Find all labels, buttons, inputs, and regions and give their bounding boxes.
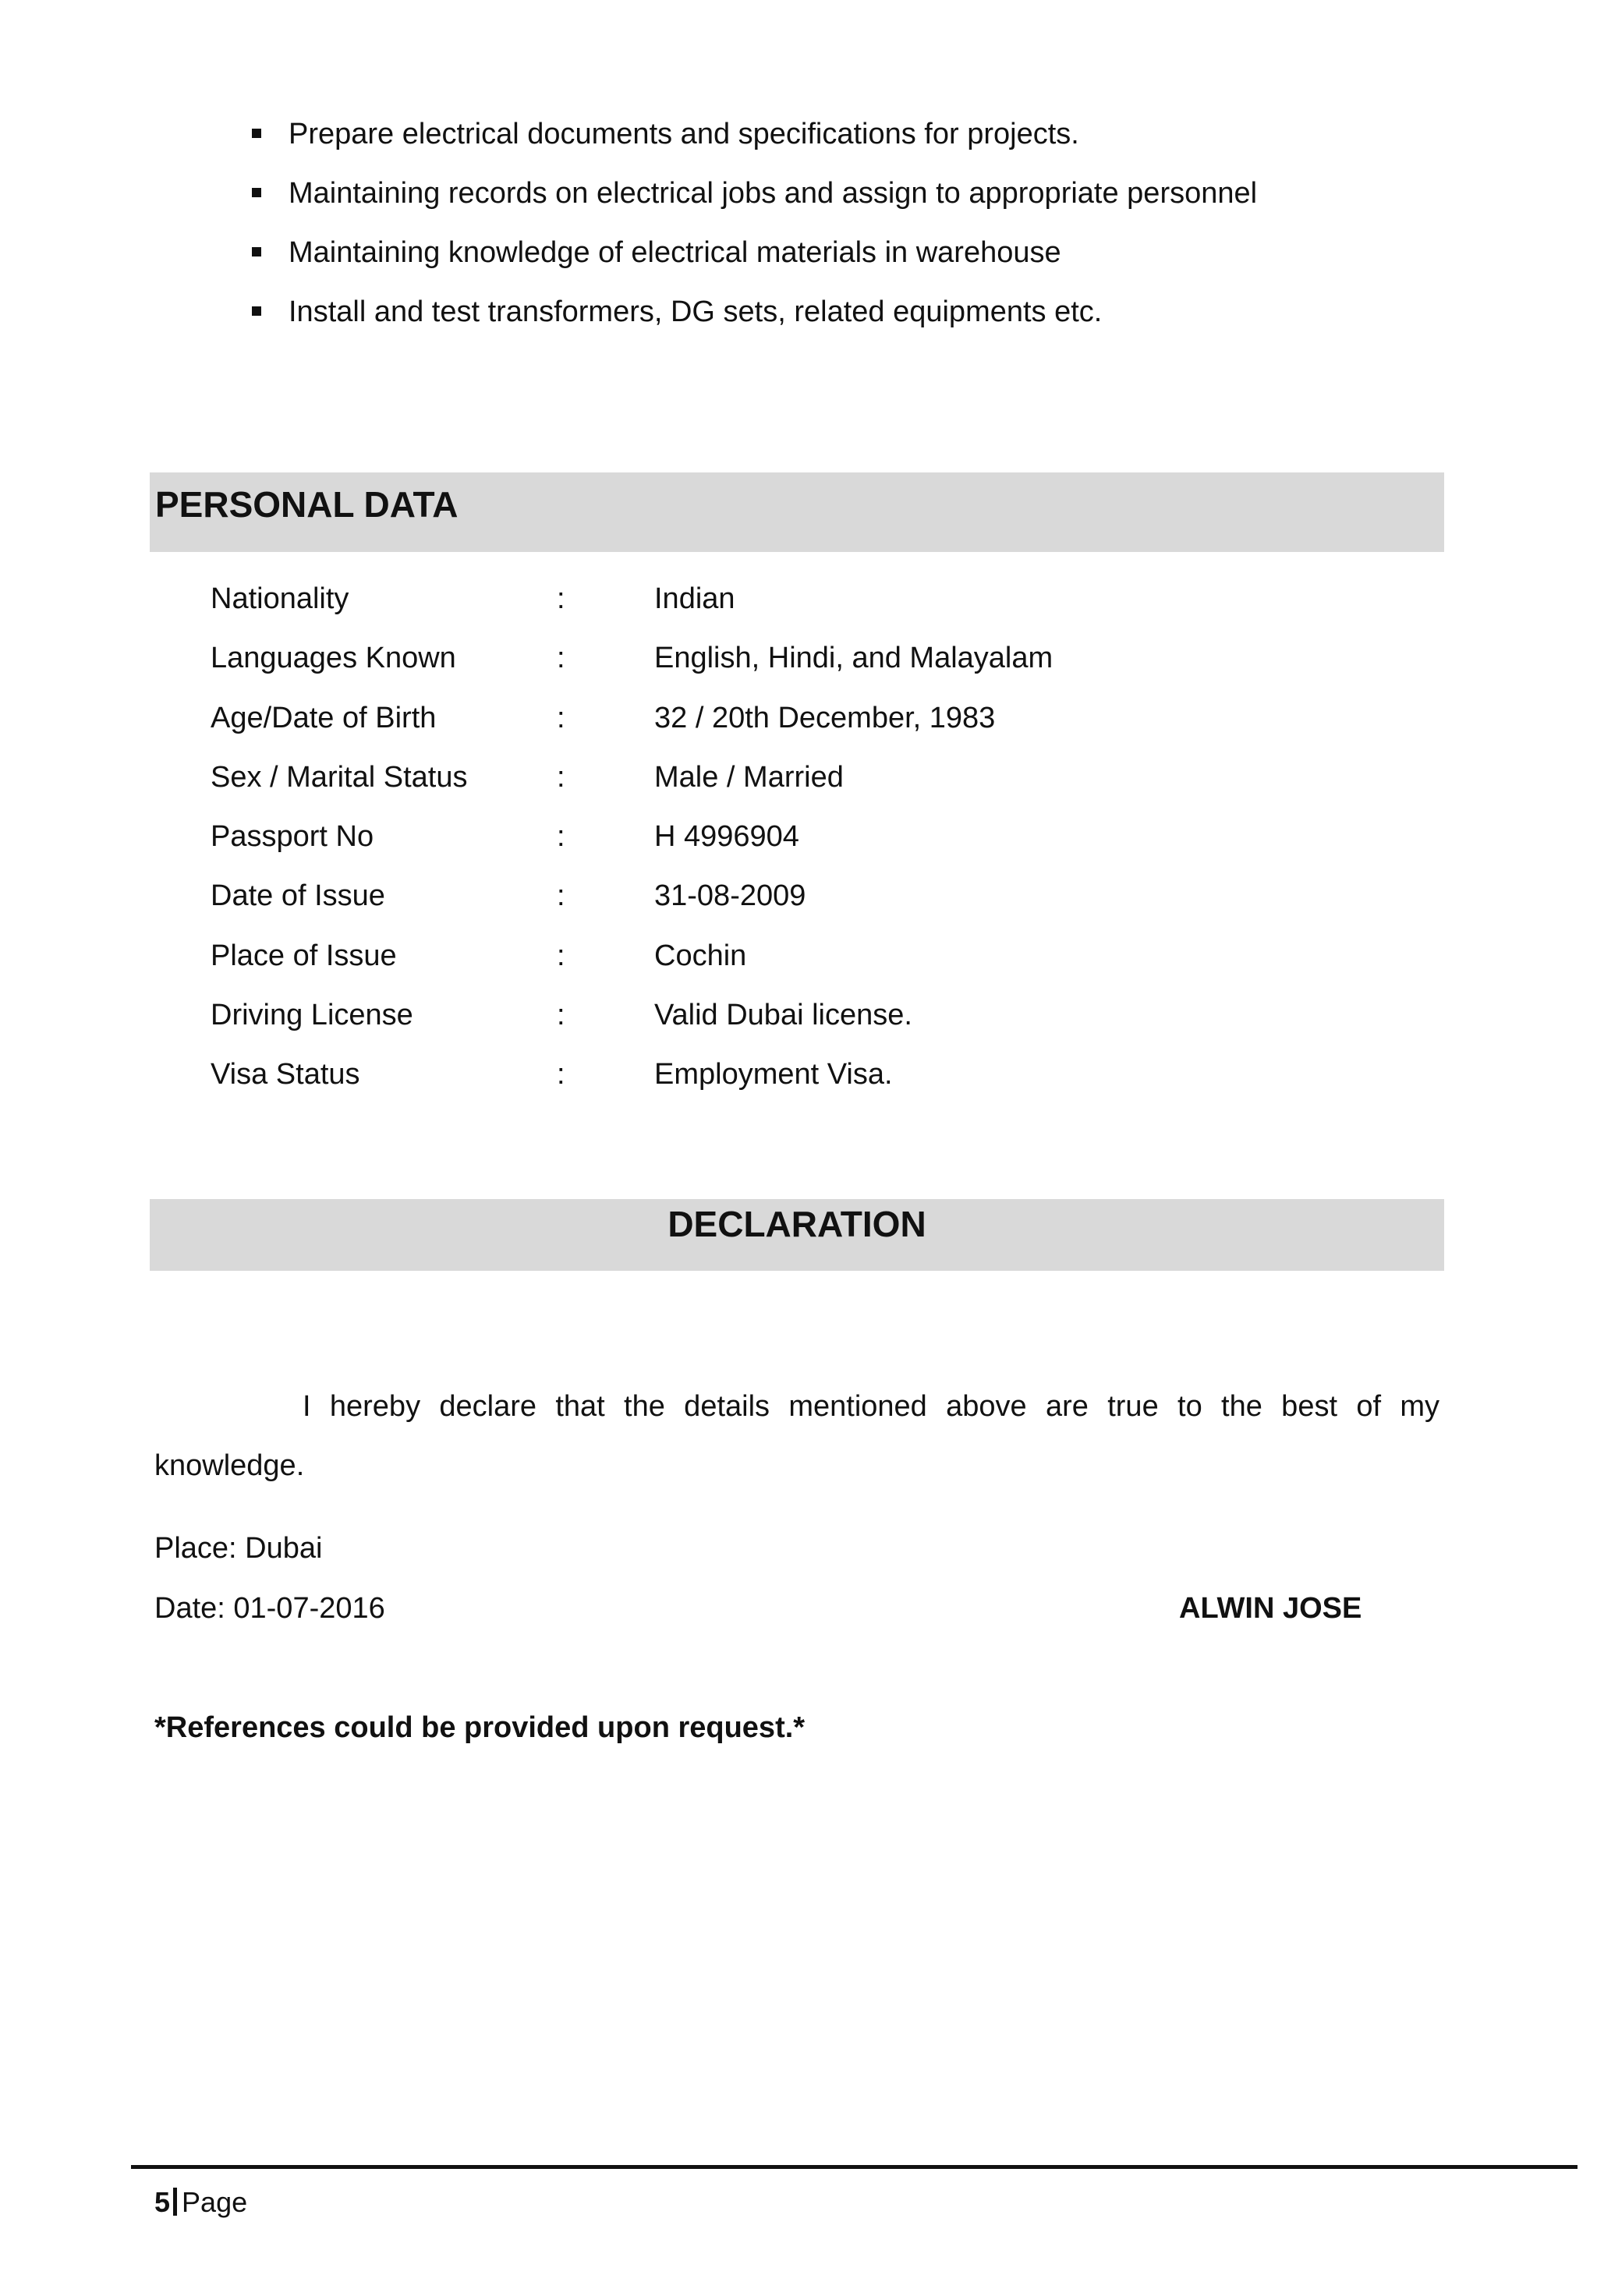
field-separator: : <box>557 939 565 972</box>
field-value: 31-08-2009 <box>654 879 806 913</box>
page-number: 5 <box>154 2186 171 2218</box>
date-line: Date: 01-07-2016 <box>154 1592 385 1625</box>
list-item <box>248 291 1418 350</box>
field-value: 32 / 20th December, 1983 <box>654 701 996 734</box>
field-value: English, Hindi, and Malayalam <box>654 642 1053 675</box>
field-separator: : <box>557 879 565 913</box>
list-item-text: Prepare electrical documents and specifications for projects. <box>289 118 1079 150</box>
field-separator: : <box>557 701 565 734</box>
field-value: Indian <box>654 582 735 615</box>
place-line: Place: Dubai <box>154 1532 323 1565</box>
responsibilities-list <box>248 113 1418 350</box>
personal-data-table <box>211 575 1380 1111</box>
bullet-square-icon <box>252 247 261 256</box>
footer-divider <box>131 2165 1578 2169</box>
section-title: DECLARATION <box>667 1204 926 1244</box>
field-label: Sex / Marital Status <box>211 760 468 794</box>
field-value: Cochin <box>654 939 747 972</box>
field-label: Visa Status <box>211 1058 360 1091</box>
field-separator: : <box>557 1058 565 1091</box>
field-label: Place of Issue <box>211 939 397 972</box>
personal-data-header <box>150 472 1444 552</box>
bullet-square-icon <box>252 129 261 138</box>
table-row <box>211 1051 1380 1110</box>
page-footer <box>154 2181 247 2224</box>
table-row <box>211 695 1380 754</box>
table-row <box>211 813 1380 872</box>
declaration-header <box>150 1199 1444 1271</box>
field-value: H 4996904 <box>654 820 799 854</box>
field-value: Male / Married <box>654 760 844 794</box>
list-item-text: Maintaining knowledge of electrical materials in warehouse <box>289 236 1061 269</box>
declaration-text: I hereby declare that the details mentioned above are true to the best of my knowledge. <box>154 1390 1439 1482</box>
field-label: Passport No <box>211 820 374 854</box>
field-value: Valid Dubai license. <box>654 999 912 1032</box>
list-item-text: Install and test transformers, DG sets, related equipments etc. <box>289 295 1103 328</box>
field-label: Languages Known <box>211 642 456 675</box>
table-row <box>211 932 1380 992</box>
field-label: Age/Date of Birth <box>211 701 437 734</box>
references-note: *References could be provided upon request.* <box>154 1711 806 1744</box>
table-row <box>211 635 1380 694</box>
table-row <box>211 754 1380 813</box>
bullet-square-icon <box>252 306 261 316</box>
field-separator: : <box>557 642 565 675</box>
field-separator: : <box>557 999 565 1032</box>
field-label: Driving License <box>211 999 413 1032</box>
field-value: Employment Visa. <box>654 1058 893 1091</box>
list-item-text: Maintaining records on electrical jobs and assign to appropriate personnel <box>289 177 1258 210</box>
bullet-square-icon <box>252 188 261 197</box>
page-separator <box>173 2188 177 2216</box>
section-title: PERSONAL DATA <box>155 484 459 525</box>
field-label: Nationality <box>211 582 349 615</box>
signature-name: ALWIN JOSE <box>1179 1592 1362 1625</box>
list-item <box>248 113 1418 172</box>
page-label: Page <box>182 2186 248 2218</box>
field-separator: : <box>557 760 565 794</box>
table-row <box>211 992 1380 1051</box>
field-separator: : <box>557 820 565 854</box>
field-label: Date of Issue <box>211 879 385 913</box>
list-item <box>248 232 1418 291</box>
list-item <box>248 172 1418 232</box>
table-row <box>211 575 1380 635</box>
field-separator: : <box>557 582 565 615</box>
table-row <box>211 872 1380 932</box>
